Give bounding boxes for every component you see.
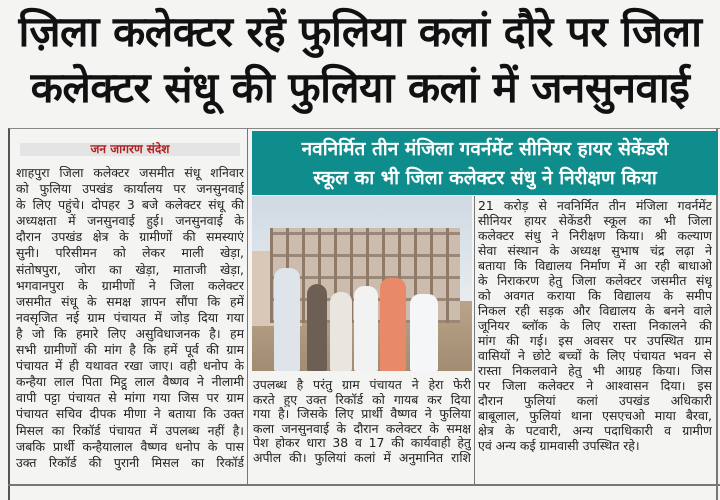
text-line: कन्हैया लाल पिता मिट्ठू लाल वैष्णव ने नीलामी bbox=[16, 374, 244, 390]
middle-column bbox=[253, 378, 471, 466]
inspection-photo bbox=[252, 196, 472, 371]
text-line: सीनियर हायर सेकेंडरी स्कूल का भी जिला bbox=[478, 213, 712, 228]
text-line: जबकि प्रार्थी कन्हैयालाल वैष्णव धनोप के पास bbox=[16, 438, 244, 454]
text-line: दौरान उपखंड क्षेत्र के ग्रामीणों की समस्याएं bbox=[16, 229, 244, 245]
subheadline-line: स्कूल का भी जिला कलेक्टर संधु ने निरीक्षण किया bbox=[313, 167, 657, 189]
text-line: उपलब्ध है परंतु ग्राम पंचायत ने हेरा फेरी bbox=[253, 378, 471, 392]
text-line: वासियों ने छोटे बच्चों के लिए पंचायत भवन से bbox=[478, 348, 712, 363]
text-line: के निराकरण हेतु जिला कलेक्टर जसमीत संधू bbox=[478, 273, 712, 288]
text-line: सेवा संस्थान के अध्यक्ष सुभाष चंद्र लढ़ा ने bbox=[478, 243, 712, 258]
text-line: एवं अन्य कई ग्रामवासी उपस्थित रहे। bbox=[478, 438, 640, 453]
text-line: करते हुए उक्त रिकॉर्ड को गायब कर दिया bbox=[253, 392, 471, 407]
left-column bbox=[16, 165, 244, 471]
headline bbox=[0, 4, 720, 116]
text-line: निकल रही सड़क और विद्यालय के बनने वाले bbox=[478, 303, 712, 318]
text-line: संतोषपुरा, जोरा का खेड़ा, माताजी खेड़ा, bbox=[16, 261, 244, 277]
text-line: कलेक्टर संधु ने निरीक्षण किया। श्री कल्याण bbox=[478, 228, 712, 243]
bottom-rule bbox=[8, 484, 720, 486]
headline-line: ज़िला कलेक्टर रहें फुलिया कलां दौरे पर जिला bbox=[18, 7, 702, 56]
photo-person bbox=[354, 286, 378, 371]
photo-person bbox=[380, 278, 406, 371]
text-line: शाहपुरा जिला कलेक्टर जसमीत संधू शनिवार bbox=[16, 165, 244, 180]
text-line: को अवगत कराया कि विद्यालय के समीप bbox=[478, 288, 712, 303]
column-divider bbox=[474, 196, 475, 484]
text-line: को फुलिया उपखंड कार्यालय पर जनसुनवाई bbox=[16, 181, 244, 197]
headline-line: कलेक्टर संधू की फुलिया कलां में जनसुनवाई bbox=[30, 63, 690, 112]
column-divider bbox=[247, 128, 248, 484]
text-line: पंचायत सचिव दीपक मीणा ने बताया कि उक्त bbox=[16, 406, 244, 422]
photo-person bbox=[410, 294, 438, 371]
text-line: बाबूलाल, फुलियां थाना एसएचओ माया बैरवा, bbox=[478, 408, 712, 423]
text-line: अध्यक्षता में जनसुनवाई हुई। जनसुनवाई के bbox=[16, 213, 244, 229]
text-line: जसमीत संधू के समक्ष ज्ञापन सौंपा कि हमें bbox=[16, 293, 244, 309]
photo-person bbox=[274, 268, 300, 371]
photo-person bbox=[330, 292, 352, 371]
text-line: वापी पट्टा पंचायत से मांगा गया जिस पर ग्राम bbox=[16, 390, 244, 406]
text-line: सभी ग्रामीणों की मांग है कि हमें पूर्व की ग्राम bbox=[16, 342, 244, 358]
text-line: मांग की गई। इस अवसर पर उपस्थित ग्राम bbox=[478, 333, 712, 348]
subheadline-line: नवनिर्मित तीन मंजिला गवर्नमेंट सीनियर हायर सेकेंडरी bbox=[301, 138, 669, 160]
text-line: भगवानपुरा के ग्रामीणों ने जिला कलेक्टर bbox=[16, 277, 244, 293]
text-line: नवसृजित नई ग्राम पंचायत में जोड़ दिया गया bbox=[16, 309, 244, 325]
text-line: गया है। जिसके लिए प्रार्थी वैष्णव ने फुलिया bbox=[253, 407, 471, 422]
text-line: पेश होकर धारा 38 व 17 की कार्यवाही हेतु bbox=[253, 436, 471, 451]
text-line: क्षेत्र के पटवारी, अन्य पदाधिकारी व ग्रामीण bbox=[478, 423, 712, 438]
section-tag: जन जागरण संदेश bbox=[20, 143, 240, 156]
text-line: अपील की। फुलियां कलां में अनुमानित राशि bbox=[253, 450, 471, 465]
text-line: उक्त रिकॉर्ड की पुरानी मिसल का रिकॉर्ड bbox=[16, 454, 244, 470]
text-line: रास्ता निकलवाने हेतु भी आग्रह किया। जिस bbox=[478, 363, 712, 378]
text-line: 21 करोड़ से नवनिर्मित तीन मंजिला गवर्नमेंट bbox=[478, 198, 712, 213]
text-line: मिसल का रिकॉर्ड पंचायत में उपलब्ध नहीं है। bbox=[16, 422, 244, 438]
subheadline-box bbox=[252, 131, 718, 195]
right-column bbox=[478, 198, 712, 453]
text-line: बताया कि विद्यालय निर्माण में आ रही बाधाओ bbox=[478, 258, 712, 273]
text-line: पंचायत में ही यथावत रखा जाए। वही धनोप के bbox=[16, 358, 244, 374]
text-line: के लिए पहुंचे। दोपहर 3 बजे कलेक्टर संधू की bbox=[16, 197, 244, 213]
photo-person bbox=[307, 284, 327, 371]
text-line: है जो कि हमारे लिए असुविधाजनक है। हम bbox=[16, 325, 244, 341]
text-line: दौरान फुलियां कलां उपखंड अधिकारी bbox=[478, 393, 712, 408]
text-line: जूनियर ब्लॉक के लिए रास्ता निकालने की bbox=[478, 318, 712, 333]
text-line: पर जिला कलेक्टर ने आश्वासन दिया। इस bbox=[478, 378, 712, 393]
text-line: सुनी। परिसीमन को लेकर माली खेड़ा, bbox=[16, 245, 244, 261]
text-line: कला जनसुनवाई के दौरान कलेक्टर के समक्ष bbox=[253, 421, 471, 436]
